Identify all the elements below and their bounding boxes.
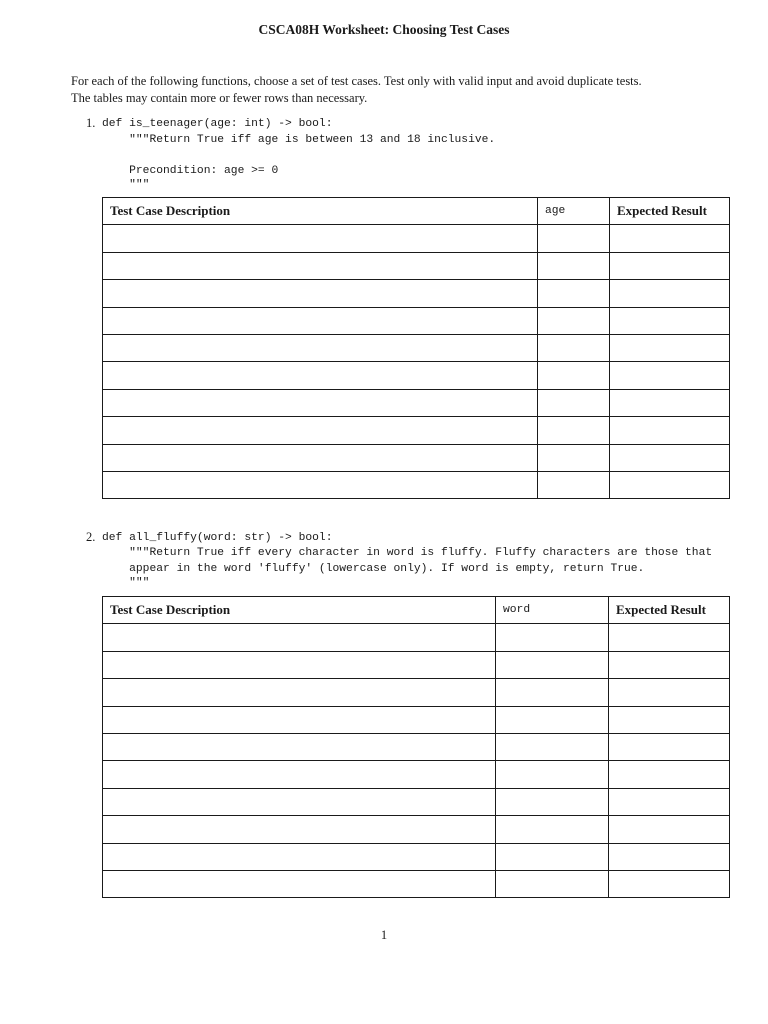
description-cell[interactable]: [103, 334, 538, 361]
question-1-number: 1.: [86, 116, 96, 130]
table-row: [103, 624, 730, 651]
table-row: [103, 334, 730, 361]
description-cell[interactable]: [103, 362, 538, 389]
expected-cell[interactable]: [610, 417, 730, 444]
table-row: [103, 761, 730, 788]
description-cell[interactable]: [103, 706, 496, 733]
description-cell[interactable]: [103, 444, 538, 471]
parameter-cell[interactable]: [538, 225, 610, 252]
parameter-cell[interactable]: [496, 843, 609, 870]
instructions-line-2: The tables may contain more or fewer rows than necessary.: [71, 91, 368, 105]
table-row: [103, 706, 730, 733]
parameter-cell[interactable]: [538, 307, 610, 334]
table-row: [103, 444, 730, 471]
expected-cell[interactable]: [609, 651, 730, 678]
parameter-cell[interactable]: [496, 788, 609, 815]
instructions: [71, 73, 731, 107]
description-cell[interactable]: [103, 280, 538, 307]
table-row: [103, 843, 730, 870]
description-cell[interactable]: [103, 389, 538, 416]
expected-cell[interactable]: [610, 225, 730, 252]
parameter-cell[interactable]: [496, 624, 609, 651]
parameter-cell[interactable]: [496, 679, 609, 706]
parameter-cell[interactable]: [538, 334, 610, 361]
table-row: [103, 651, 730, 678]
parameter-cell[interactable]: [538, 471, 610, 498]
table-row: [103, 389, 730, 416]
table-row: [103, 307, 730, 334]
expected-cell[interactable]: [609, 816, 730, 843]
question-1-code-line: def is_teenager(age: int) -> bool:: [102, 118, 333, 130]
expected-cell[interactable]: [610, 444, 730, 471]
question-1-code-line: """: [102, 179, 150, 191]
description-cell[interactable]: [103, 843, 496, 870]
header-parameter: age: [538, 198, 610, 225]
header-description: Test Case Description: [103, 597, 496, 624]
table-row: [103, 362, 730, 389]
table-row: [103, 816, 730, 843]
parameter-cell[interactable]: [538, 280, 610, 307]
expected-cell[interactable]: [610, 280, 730, 307]
question-2-code-line: def all_fluffy(word: str) -> bool:: [102, 532, 333, 544]
worksheet-title: CSCA08H Worksheet: Choosing Test Cases: [258, 22, 510, 37]
description-cell[interactable]: [103, 651, 496, 678]
table-row: [103, 679, 730, 706]
expected-cell[interactable]: [610, 471, 730, 498]
question-2-code-line: appear in the word 'fluffy' (lowercase only). If word is empty, return True.: [102, 563, 645, 575]
description-cell[interactable]: [103, 733, 496, 760]
parameter-cell[interactable]: [496, 733, 609, 760]
expected-cell[interactable]: [609, 624, 730, 651]
table-row: [103, 252, 730, 279]
description-cell[interactable]: [103, 307, 538, 334]
expected-cell[interactable]: [609, 706, 730, 733]
description-cell[interactable]: [103, 471, 538, 498]
description-cell[interactable]: [103, 252, 538, 279]
expected-cell[interactable]: [610, 252, 730, 279]
table-header-row: [103, 198, 730, 225]
description-cell[interactable]: [103, 624, 496, 651]
parameter-cell[interactable]: [538, 362, 610, 389]
question-2-test-table: [102, 596, 730, 898]
parameter-cell[interactable]: [538, 417, 610, 444]
description-cell[interactable]: [103, 225, 538, 252]
question-1-code-line: Precondition: age >= 0: [102, 165, 279, 177]
expected-cell[interactable]: [609, 788, 730, 815]
parameter-cell[interactable]: [538, 444, 610, 471]
table-row: [103, 471, 730, 498]
expected-cell[interactable]: [610, 362, 730, 389]
question-2-code-line: """Return True iff every character in word is fluffy. Fluffy characters are those that: [102, 547, 713, 559]
table-row: [103, 788, 730, 815]
parameter-cell[interactable]: [496, 761, 609, 788]
header-expected-result: Expected Result: [610, 198, 730, 225]
expected-cell[interactable]: [610, 307, 730, 334]
expected-cell[interactable]: [609, 761, 730, 788]
expected-cell[interactable]: [610, 389, 730, 416]
instructions-line-1: For each of the following functions, choose a set of test cases. Test only with valid input and avoid duplicate tests.: [71, 74, 642, 88]
question-1-test-table: [102, 197, 730, 499]
parameter-cell[interactable]: [496, 651, 609, 678]
parameter-cell[interactable]: [538, 389, 610, 416]
expected-cell[interactable]: [610, 334, 730, 361]
header-description: Test Case Description: [103, 198, 538, 225]
header-parameter: word: [496, 597, 609, 624]
header-expected-result: Expected Result: [609, 597, 730, 624]
parameter-cell[interactable]: [496, 870, 609, 897]
parameter-cell[interactable]: [496, 706, 609, 733]
table-row: [103, 733, 730, 760]
question-2-number: 2.: [86, 530, 96, 544]
table-row: [103, 417, 730, 444]
description-cell[interactable]: [103, 417, 538, 444]
expected-cell[interactable]: [609, 679, 730, 706]
table-row: [103, 280, 730, 307]
page-number: 1: [380, 928, 388, 942]
description-cell[interactable]: [103, 816, 496, 843]
description-cell[interactable]: [103, 788, 496, 815]
question-2-code-line: """: [102, 577, 150, 589]
table-row: [103, 225, 730, 252]
expected-cell[interactable]: [609, 733, 730, 760]
expected-cell[interactable]: [609, 843, 730, 870]
description-cell[interactable]: [103, 870, 496, 897]
description-cell[interactable]: [103, 761, 496, 788]
table-row: [103, 870, 730, 897]
parameter-cell[interactable]: [496, 816, 609, 843]
table-header-row: [103, 597, 730, 624]
description-cell[interactable]: [103, 679, 496, 706]
expected-cell[interactable]: [609, 870, 730, 897]
parameter-cell[interactable]: [538, 252, 610, 279]
question-1-code-line: """Return True iff age is between 13 and 18 inclusive.: [102, 134, 496, 146]
